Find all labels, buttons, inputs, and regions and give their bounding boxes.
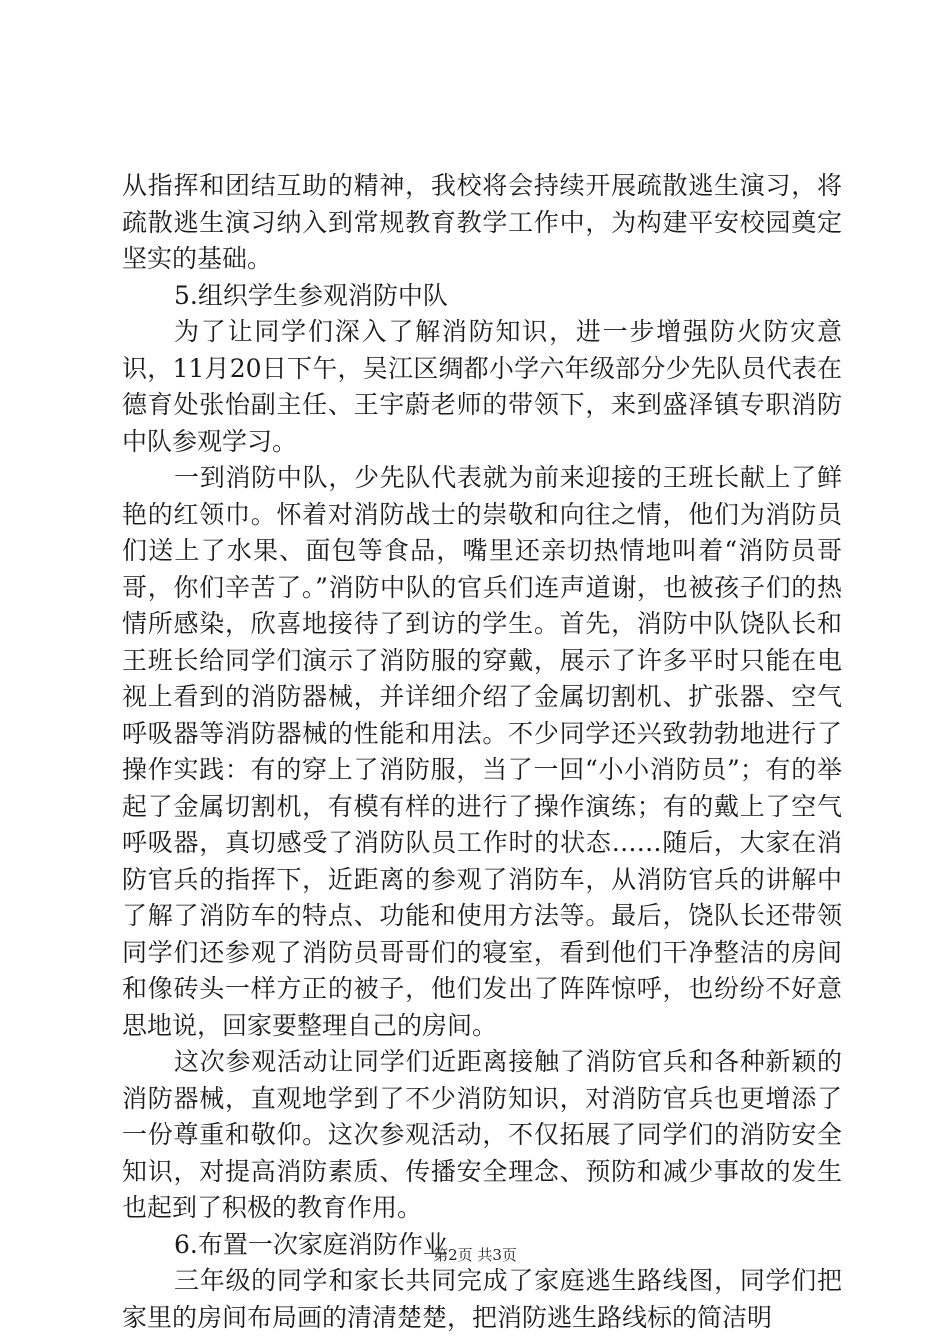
paragraph-visit-summary: 这次参观活动让同学们近距离接触了消防官兵和各种新颖的消防器械，直观地学到了不少消防知识，对消防官兵也更增添了一份尊重和敬仰。这次参观活动，不仅拓展了同学们的消防安全知识，对提高消防素质、传播安全理念、预防和减少事故的发生也起到了积极的教育作用。 xyxy=(122,1047,842,1222)
page-footer: 第2页 共3页 xyxy=(433,1246,517,1264)
document-body xyxy=(122,168,842,1336)
section-heading-5: 5.组织学生参观消防中队 xyxy=(174,280,448,310)
paragraph-homework: 三年级的同学和家长共同完成了家庭逃生路线图，同学们把家里的房间布局画的清清楚楚，把消防逃生路线标的简洁明 xyxy=(122,1266,842,1332)
paragraph-visit-intro: 为了让同学们深入了解消防知识，进一步增强防火防灾意识，11月20日下午，吴江区绸都小学六年级部分少先队员代表在德育处张怡副主任、王宇蔚老师的带领下，来到盛泽镇专职消防中队参观学习。 xyxy=(122,317,842,456)
paragraph-continuation: 从指挥和团结互助的精神，我校将会持续开展疏散逃生演习，将疏散逃生演习纳入到常规教育教学工作中，为构建平安校园奠定坚实的基础。 xyxy=(122,171,842,273)
section-heading-6: 6.布置一次家庭消防作业 xyxy=(174,1229,448,1259)
paragraph-visit-details: 一到消防中队，少先队代表就为前来迎接的王班长献上了鲜艳的红领巾。怀着对消防战士的崇敬和向往之情，他们为消防员们送上了水果、面包等食品，嘴里还亲切热情地叫着“消防员哥哥，你们辛苦了。”消防中队的官兵们连声道谢，也被孩子们的热情所感染，欣喜地接待了到访的学生。首先，消防中队饶队长和王班长给同学们演示了消防服的穿戴，展示了许多平时只能在电视上看到的消防器械，并详细介绍了金属切割机、扩张器、空气呼吸器等消防器械的性能和用法。不少同学还兴致勃勃地进行了操作实践：有的穿上了消防服，当了一回“小小消防员”；有的举起了金属切割机，有模有样的进行了操作演练；有的戴上了空气呼吸器，真切感受了消防队员工作时的状态……随后，大家在消防官兵的指挥下，近距离的参观了消防车，从消防官兵的讲解中了解了消防车的特点、功能和使用方法等。最后，饶队长还带领同学们还参观了消防员哥哥们的寝室，看到他们干净整洁的房间和像砖头一样方正的被子，他们发出了阵阵惊呼，也纷纷不好意思地说，回家要整理自己的房间。 xyxy=(122,463,842,1040)
